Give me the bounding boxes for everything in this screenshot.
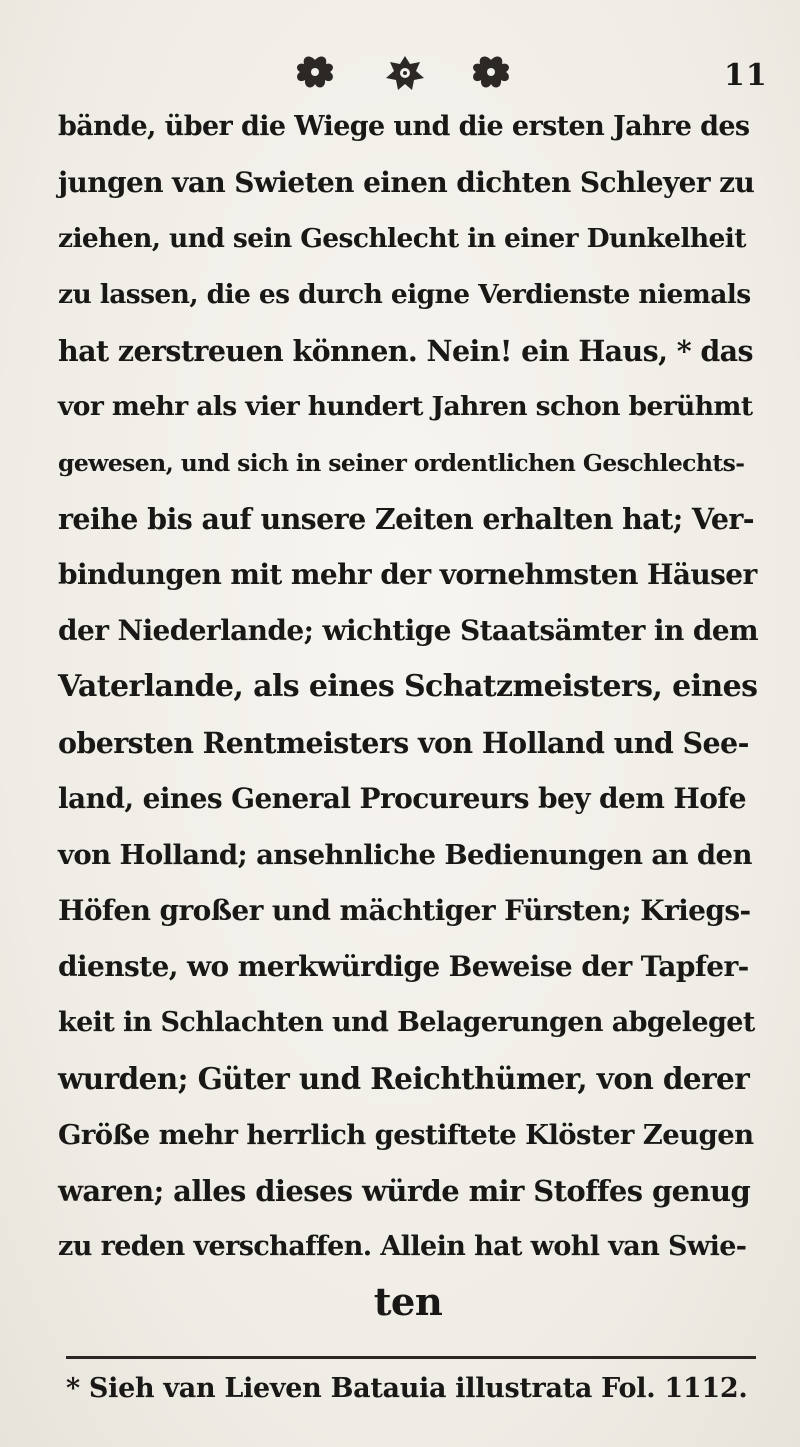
text-line: wurden; Güter und Reichthümer, von derer [58,1061,750,1096]
text-line: hat zerstreuen können. Nein! ein Haus, * das [58,334,753,368]
text-line: dienste, wo merkwürdige Beweise der Tapfer- [58,950,749,983]
text-line: bände, über die Wiege und die ersten Jahre des [58,111,750,142]
catchword: ten [373,1280,443,1325]
floral-ornament-icon [382,52,428,96]
floral-ornament-icon [466,52,516,92]
text-line: waren; alles dieses würde mir Stoffes genug [58,1174,751,1208]
text-line: zu lassen, die es durch eigne Verdienste niemals [58,279,751,310]
footnote-rule [66,1356,756,1359]
text-line: reihe bis auf unsere Zeiten erhalten hat; Ver- [58,502,755,536]
text-line: Vaterlande, als eines Schatzmeisters, eines [58,669,758,704]
text-line: Höfen großer und mächtiger Fürsten; Kriegs- [58,894,751,927]
text-line: von Holland; ansehnliche Bedienungen an den [58,839,752,871]
text-line: gewesen, und sich in seiner ordentlichen Geschlechts- [58,449,745,477]
page-number: 11 [724,58,768,93]
text-line: obersten Rentmeisters von Holland und See- [58,726,749,760]
footnote: * Sieh van Lieven Batauia illustrata Fol. 1112. [66,1373,748,1404]
header-ornaments [290,52,520,102]
text-line: zu reden verschaffen. Allein hat wohl van Swie- [58,1231,747,1262]
text-line: land, eines General Procureurs bey dem Hofe [58,782,746,815]
text-line: vor mehr als vier hundert Jahren schon berühmt [58,391,753,422]
text-line: bindungen mit mehr der vornehmsten Häuser [58,558,757,591]
text-line: der Niederlande; wichtige Staatsämter in dem [58,614,759,647]
floral-ornament-icon [290,52,340,92]
text-line: keit in Schlachten und Belagerungen abgeleget [58,1007,755,1038]
text-line: jungen van Swieten einen dichten Schleyer zu [58,166,755,199]
text-line: ziehen, und sein Geschlecht in einer Dunkelheit [58,223,746,254]
text-line: Größe mehr herrlich gestiftete Klöster Zeugen [58,1119,754,1151]
